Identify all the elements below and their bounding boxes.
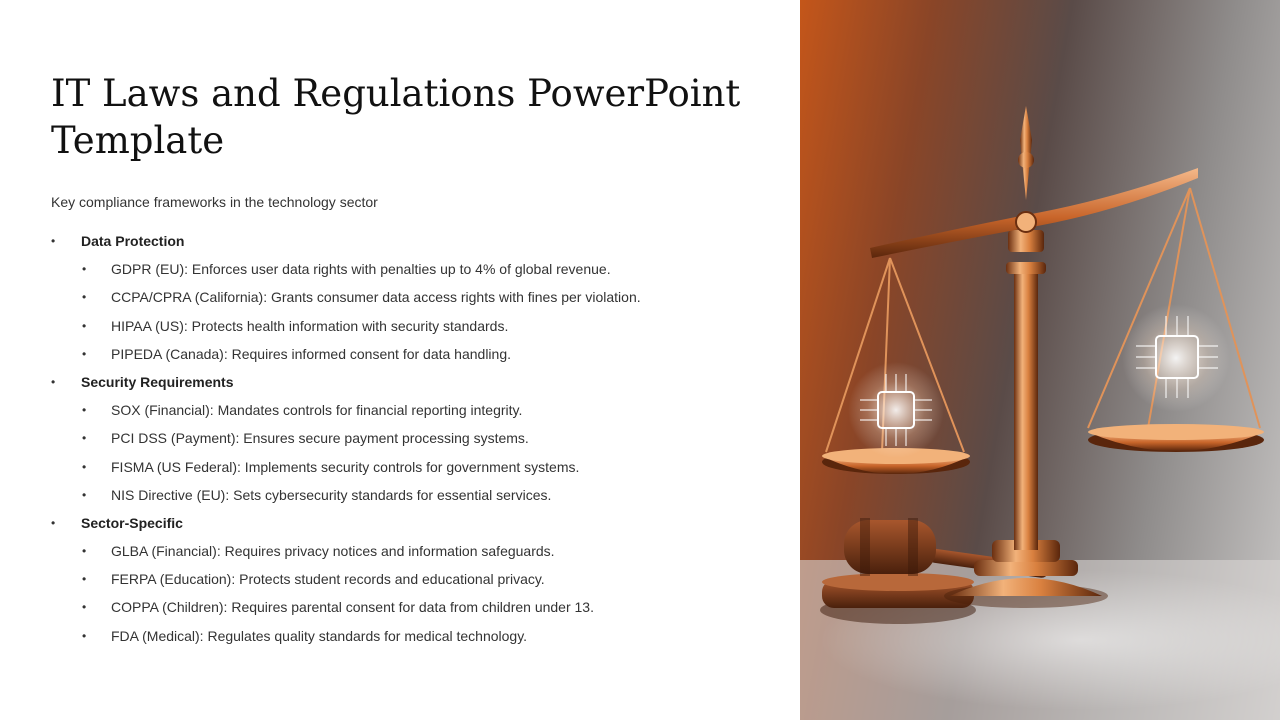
- bullet-icon: •: [82, 600, 87, 615]
- section-heading-security-requirements: [51, 368, 771, 396]
- bullet-icon: •: [82, 431, 87, 446]
- list-item-text: CCPA/CPRA (California): Grants consumer data access rights with fines per violation.: [111, 289, 641, 306]
- scales-illustration: [800, 0, 1280, 720]
- list-item-text: SOX (Financial): Mandates controls for financial reporting integrity.: [111, 402, 523, 419]
- list-item: [51, 453, 771, 481]
- list-item-text: PIPEDA (Canada): Requires informed consent for data handling.: [111, 345, 512, 362]
- bullet-icon: •: [82, 572, 87, 587]
- list-item: [51, 424, 771, 452]
- bullet-icon: •: [51, 515, 56, 530]
- section-heading-label: Sector-Specific: [81, 514, 183, 531]
- hero-image: [800, 0, 1280, 720]
- list-item: [51, 481, 771, 509]
- list-item-text: FISMA (US Federal): Implements security controls for government systems.: [111, 458, 580, 475]
- list-item-text: GLBA (Financial): Requires privacy notices and information safeguards.: [111, 543, 555, 560]
- list-item: [51, 537, 771, 565]
- list-item: [51, 340, 771, 368]
- bullet-icon: •: [82, 262, 87, 277]
- list-item: [51, 396, 771, 424]
- list-item-text: NIS Directive (EU): Sets cybersecurity standards for essential services.: [111, 486, 552, 503]
- microchip-icon: [1122, 304, 1230, 412]
- list-item: [51, 593, 771, 621]
- list-item: [51, 255, 771, 283]
- list-item: [51, 283, 771, 311]
- bullet-icon: •: [82, 487, 87, 502]
- bullet-icon: •: [51, 374, 56, 389]
- list-item-text: FERPA (Education): Protects student records and educational privacy.: [111, 571, 545, 588]
- section-heading-label: Security Requirements: [81, 373, 234, 390]
- section-heading-data-protection: [51, 227, 771, 255]
- bullet-list: [51, 227, 771, 650]
- bullet-icon: •: [82, 403, 87, 418]
- bullet-icon: •: [82, 544, 87, 559]
- bullet-icon: •: [82, 628, 87, 643]
- list-item-text: PCI DSS (Payment): Ensures secure payment processing systems.: [111, 430, 529, 447]
- list-item-text: COPPA (Children): Requires parental consent for data from children under 13.: [111, 599, 594, 616]
- slide-subtitle: Key compliance frameworks in the technology sector: [51, 194, 378, 210]
- bullet-icon: •: [82, 459, 87, 474]
- microchip-icon: [848, 362, 944, 458]
- list-item: [51, 622, 771, 650]
- bullet-icon: •: [82, 290, 87, 305]
- section-heading-label: Data Protection: [81, 233, 185, 249]
- slide-title: IT Laws and Regulations PowerPoint Template: [51, 72, 741, 162]
- list-item-text: FDA (Medical): Regulates quality standards for medical technology.: [111, 627, 528, 644]
- list-item-text: GDPR (EU): Enforces user data rights with penalties up to 4% of global revenue.: [111, 261, 611, 278]
- bullet-icon: •: [51, 234, 56, 248]
- bullet-icon: •: [82, 318, 87, 333]
- section-heading-sector-specific: [51, 509, 771, 537]
- list-item: [51, 312, 771, 340]
- list-item-text: HIPAA (US): Protects health information with security standards.: [111, 317, 509, 334]
- bullet-icon: •: [82, 346, 87, 361]
- list-item: [51, 565, 771, 593]
